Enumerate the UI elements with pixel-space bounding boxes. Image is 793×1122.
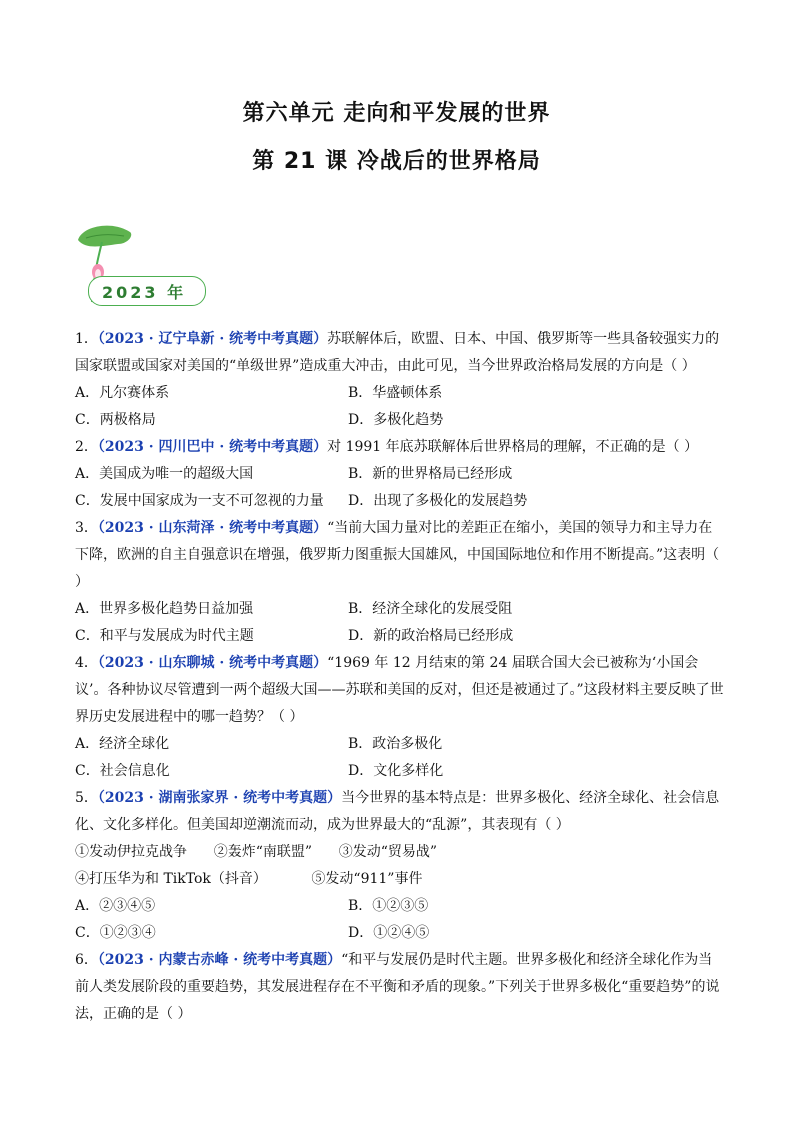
option-a: A．经济全球化 [75,736,170,752]
question-stem: 对 1991 年底苏联解体后世界格局的理解，不正确的是（ ） [327,439,699,455]
option-d: D．新的政治格局已经形成 [348,628,514,644]
question-number: 3． [75,520,98,536]
question-list [75,326,725,1028]
lesson-title: 第 21 课 冷战后的世界格局 [252,149,541,174]
option-a: A．凡尔赛体系 [75,385,170,401]
statement-line: ①发动伊拉克战争 ②轰炸“南联盟” ③发动“贸易战” [75,844,438,860]
unit-title: 第六单元 走向和平发展的世界 [242,101,551,126]
option-c: C．两极格局 [75,412,156,428]
option-a: A．美国成为唯一的超级大国 [75,466,254,482]
question-stem: “当前大国力量对比的差距正在缩小，美国的领导力和主导力在下降，欧洲的自主自强意识在增强，俄罗斯力图重振大国雄风，中国国际地位和作用不断提高。”这表明（ ） [75,520,720,590]
question-5 [75,785,725,947]
question-stem: “1969 年 12 月结束的第 24 届联合国大会已被称为‘小国会议’。各种协议尽管遭到一两个超级大国——苏联和美国的反对，但还是被通过了。”这段材料主要反映了世界历史发展进程中的哪一趋势？（ ） [75,655,724,725]
question-source: （2023 · 湖南张家界 · 统考中考真题） [97,790,342,806]
question-4 [75,650,725,785]
question-stem: “和平与发展仍是时代主题。世界多极化和经济全球化作为当前人类发展阶段的重要趋势，其发展进程存在不平衡和矛盾的现象。”下列关于世界多极化“重要趋势”的说法，正确的是（ ） [75,952,720,1022]
option-b: B．①②③⑤ [348,898,429,914]
question-number: 1． [75,331,98,347]
option-d: D．文化多样化 [348,763,444,779]
option-c: C．①②③④ [75,925,156,941]
question-3 [75,515,725,650]
option-c: C．发展中国家成为一支不可忽视的力量 [75,493,324,509]
option-b: B．经济全球化的发展受阻 [348,601,513,617]
option-c: C．社会信息化 [75,763,170,779]
option-b: B．华盛顿体系 [348,385,443,401]
question-1 [75,326,725,434]
question-number: 2． [75,439,98,455]
question-stem: 苏联解体后，欧盟、日本、中国、俄罗斯等一些具备较强实力的国家联盟或国家对美国的“单级世界”造成重大冲击，由此可见，当今世界政治格局发展的方向是（ ） [75,331,720,374]
option-a: A．世界多极化趋势日益加强 [75,601,254,617]
statement-line: ④打压华为和 TikTok（抖音） ⑤发动“911”事件 [75,871,423,887]
question-number: 5． [75,790,98,806]
option-b: B．新的世界格局已经形成 [348,466,513,482]
option-b: B．政治多极化 [348,736,443,752]
question-number: 4． [75,655,98,671]
year-badge-label: 2023 年 [102,283,187,302]
question-source: （2023 · 四川巴中 · 统考中考真题） [97,439,328,455]
question-6 [75,947,725,1028]
option-a: A．②③④⑤ [75,898,156,914]
question-2 [75,434,725,515]
question-number: 6． [75,952,98,968]
question-source: （2023 · 辽宁阜新 · 统考中考真题） [97,331,328,347]
question-source: （2023 · 山东聊城 · 统考中考真题） [97,655,328,671]
question-source: （2023 · 山东菏泽 · 统考中考真题） [97,520,328,536]
question-stem: 当今世界的基本特点是：世界多极化、经济全球化、社会信息化、文化多样化。但美国却逆潮流而动，成为世界最大的“乱源”，其表现有（ ） [75,790,720,833]
option-c: C．和平与发展成为时代主题 [75,628,254,644]
option-d: D．出现了多极化的发展趋势 [348,493,528,509]
option-d: D．多极化趋势 [348,412,444,428]
question-source: （2023 · 内蒙古赤峰 · 统考中考真题） [97,952,342,968]
option-d: D．①②④⑤ [348,925,430,941]
